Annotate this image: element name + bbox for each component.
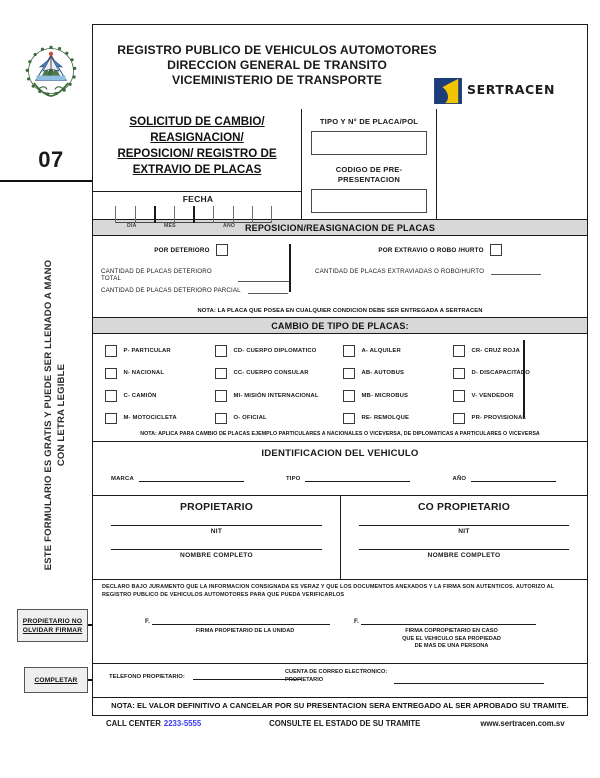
correo-label	[285, 669, 387, 684]
section-bar-cambio: CAMBIO DE TIPO DE PLACAS:	[93, 317, 587, 334]
firma-copropietario-input[interactable]	[361, 624, 536, 625]
vehiculo-fields-row	[111, 476, 571, 482]
propietario-nombre-input[interactable]	[111, 549, 322, 550]
firma-copropietario-caption-line-1: FIRMA COPROPIETARIO EN CASO	[405, 628, 498, 634]
cantidad-extraviadas-row[interactable]	[315, 268, 587, 275]
correo-input[interactable]	[394, 683, 544, 684]
firma-propietario-caption: FIRMA PROPIETARIO DE LA UNIDAD	[195, 628, 295, 634]
checkbox-cc-cuerpo-consular[interactable]	[215, 368, 227, 380]
callout-completar: COMPLETAR	[24, 667, 88, 693]
codigo-pre-label-line-2: PRESENTACION	[337, 175, 401, 184]
option-re-remolque[interactable]	[343, 413, 453, 425]
checkbox-c-camion[interactable]	[105, 390, 117, 402]
checkbox-d-discapacitado[interactable]	[453, 368, 465, 380]
option-ab-autobus[interactable]	[343, 368, 453, 380]
checkbox-n-nacional[interactable]	[105, 368, 117, 380]
label-p-particular: P- PARTICULAR	[123, 347, 171, 354]
propietario-column	[93, 496, 340, 579]
option-cd-cuerpo-diplomatico[interactable]	[215, 345, 343, 357]
identificacion-vehiculo-section	[93, 441, 587, 495]
cambio-placas-section	[93, 334, 587, 441]
checkbox-m-motocicleta[interactable]	[105, 413, 117, 425]
option-mb-microbus[interactable]	[343, 390, 453, 402]
tipo-placa-label: TIPO Y N° DE PLACA/POL	[319, 117, 419, 126]
reposicion-divider	[289, 244, 291, 292]
option-mi-mision-internacional[interactable]	[215, 390, 343, 402]
copropietario-nit-block[interactable]	[359, 525, 569, 535]
fecha-sublabels	[115, 223, 272, 232]
nota-placa: NOTA: LA PLACA QUE POSEA EN CUALQUIER CONDICION DEBE SER ENTREGADA A SERTRACEN	[197, 308, 483, 314]
footer	[92, 719, 588, 728]
left-gutter	[0, 0, 92, 740]
checkbox-v-vendedor[interactable]	[453, 390, 465, 402]
checkbox-cr-cruz-roja[interactable]	[453, 345, 465, 357]
label-c-camion: C- CAMIÓN	[123, 392, 157, 399]
checkbox-o-oficial[interactable]	[215, 413, 227, 425]
fecha-sublabel-dia: DIA	[127, 223, 137, 229]
title-fecha-divider	[93, 191, 301, 192]
label-d-discapacitado: D- DISCAPACITADO	[471, 370, 530, 377]
form-body	[92, 24, 588, 716]
checkbox-pr-provisional[interactable]	[453, 413, 465, 425]
checkbox-cd-cuerpo-diplomatico[interactable]	[215, 345, 227, 357]
cantidad-deterioro-parcial-row[interactable]	[101, 287, 289, 294]
codigo-pre-input[interactable]	[311, 189, 427, 213]
option-a-alquiler[interactable]	[343, 345, 453, 357]
plate-fields-block	[301, 109, 436, 219]
declaracion-text: DECLARO BAJO JURAMENTO QUE LA INFORMACION CONSIGNADA ES VERAZ Y QUE LOS DOCUMENTOS ANEXADOS Y LA FIRMA SON AUTENTICOS. AUTORIZO AL REGISTRO PUBLICO DE VEHICULOS AUTOMOTORES PARA QUE PUEDA VERIFICARLOS	[102, 584, 555, 598]
checkbox-mb-microbus[interactable]	[343, 390, 355, 402]
cantidad-extraviadas-input[interactable]	[491, 274, 541, 275]
option-o-oficial[interactable]	[215, 413, 343, 425]
nota-cambio: NOTA: APLICA PARA CAMBIO DE PLACAS EJEMPLO PARTICULARES A NACIONALES O VICEVERSA, DE DIPLOMATICAS A PARTICULARES O VICEVERSA	[140, 431, 540, 437]
identificacion-vehiculo-title: IDENTIFICACION DEL VEHICULO	[261, 448, 419, 459]
option-n-nacional[interactable]	[105, 368, 215, 380]
por-deterioro-label: POR DETERIORO	[154, 246, 210, 254]
telefono-row[interactable]	[109, 674, 301, 680]
ano-label: AÑO	[452, 476, 467, 482]
page-title	[107, 43, 447, 88]
copropietario-column	[340, 496, 587, 579]
telefono-label: TELEFONO PROPIETARIO:	[109, 674, 185, 680]
marca-input[interactable]	[139, 481, 244, 482]
vertical-notice: ESTE FORMULARIO ES GRATIS Y PUEDE SER LLENADO A MANO CON LETRA LEGIBLE	[43, 259, 67, 571]
cantidad-deterioro-total-row[interactable]	[101, 268, 289, 282]
por-deterioro-checkbox[interactable]	[216, 244, 228, 256]
por-extravio-label: POR EXTRAVIO O ROBO /HURTO	[378, 246, 484, 254]
tipo-label: TIPO	[285, 476, 301, 482]
firma-copropietario-caption-line-3: DE MAS DE UNA PERSONA	[414, 643, 489, 649]
propietario-nit-label: NIT	[210, 528, 223, 535]
copropietario-nombre-input[interactable]	[359, 549, 569, 550]
sertracen-logo-icon	[434, 78, 462, 104]
por-extravio-checkbox[interactable]	[490, 244, 502, 256]
copropietario-nombre-label: NOMBRE COMPLETO	[427, 552, 501, 559]
correo-label-line-1: CUENTA DE CORREO ELECTRONICO:	[285, 669, 388, 675]
propietario-nombre-block[interactable]	[111, 549, 322, 559]
correo-row[interactable]	[285, 669, 544, 684]
fecha-input-grid[interactable]	[115, 206, 272, 223]
cantidad-deterioro-total-label: CANTIDAD DE PLACAS DETERIORO TOTAL	[101, 268, 212, 282]
propietarios-section	[93, 495, 587, 579]
solicitud-title-line-4: EXTRAVIO DE PLACAS	[132, 163, 262, 176]
firma-propietario-input[interactable]	[152, 624, 330, 625]
el-salvador-coat-of-arms-icon	[18, 38, 84, 104]
solicitud-title-line-3: REPOSICION/ REGISTRO DE	[117, 147, 277, 160]
form-header	[93, 25, 587, 109]
declaracion-section	[93, 579, 587, 663]
option-v-vendedor[interactable]	[453, 390, 573, 402]
label-n-nacional: N- NACIONAL	[123, 370, 165, 377]
label-v-vendedor: V- VENDEDOR	[471, 392, 514, 399]
option-p-particular[interactable]	[105, 345, 215, 357]
label-mb-microbus: MB- MICROBUS	[361, 392, 409, 399]
header-line-3: VICEMINISTERIO DE TRANSPORTE	[171, 73, 382, 87]
form-number: 07	[38, 147, 64, 172]
copropietario-title: CO PROPIETARIO	[417, 502, 511, 513]
por-extravio-row[interactable]	[293, 244, 587, 256]
fecha-block	[105, 194, 291, 232]
copropietario-nombre-block[interactable]	[359, 549, 569, 559]
label-m-motocicleta: M- MOTOCICLETA	[123, 415, 177, 422]
tipo-input[interactable]	[305, 481, 410, 482]
copropietario-nit-input[interactable]	[359, 525, 569, 526]
firmas-row	[93, 618, 587, 660]
firma-copropietario-caption-line-2: QUE EL VEHICULO SEA PROPIEDAD	[402, 635, 501, 642]
propietario-title: PROPIETARIO	[179, 502, 254, 513]
label-o-oficial: O- OFICIAL	[233, 415, 267, 422]
checkbox-ab-autobus[interactable]	[343, 368, 355, 380]
propietario-nit-input[interactable]	[111, 525, 322, 526]
option-d-discapacitado[interactable]	[453, 368, 573, 380]
propietario-nit-block[interactable]	[111, 525, 322, 535]
nota-final: NOTA: EL VALOR DEFINITIVO A CANCELAR POR SU PRESENTACION SERA ENTREGADO AL SER APROBADO SU TRAMITE.	[93, 697, 587, 713]
correo-label-line-2: PROPIETARIO	[285, 676, 324, 683]
solicitud-title-block	[93, 109, 301, 229]
firma-copropietario-prefix: F.	[354, 618, 359, 625]
label-cr-cruz-roja: CR- CRUZ ROJA	[471, 347, 520, 354]
checkbox-mi-mision-internacional[interactable]	[215, 390, 227, 402]
fecha-sublabel-ano: AÑO	[223, 223, 236, 229]
consulte-tramite-text: CONSULTE EL ESTADO DE SU TRAMITE	[269, 719, 421, 728]
label-a-alquiler: A- ALQUILER	[361, 347, 401, 354]
call-center-label: CALL CENTER	[106, 719, 161, 728]
label-pr-provisional: PR- PROVISIONAL	[471, 415, 527, 422]
fecha-label: FECHA	[182, 194, 214, 204]
option-c-camion[interactable]	[105, 390, 215, 402]
sertracen-logo-text: SERTRACEN	[467, 82, 556, 97]
header-line-1: REGISTRO PUBLICO DE VEHICULOS AUTOMOTORES	[117, 43, 437, 57]
option-cr-cruz-roja[interactable]	[453, 345, 573, 357]
option-cc-cuerpo-consular[interactable]	[215, 368, 343, 380]
checkbox-p-particular[interactable]	[105, 345, 117, 357]
checkbox-a-alquiler[interactable]	[343, 345, 355, 357]
label-mi-mision-internacional: MI- MISIÓN INTERNACIONAL	[233, 392, 319, 399]
solicitud-title	[101, 114, 293, 178]
label-cc-cuerpo-consular: CC- CUERPO CONSULAR	[233, 370, 309, 377]
codigo-pre-label-line-1: CODIGO DE PRE-	[335, 165, 403, 174]
reposicion-section	[93, 236, 587, 317]
cantidad-deterioro-total-input[interactable]	[238, 281, 289, 282]
firma-copropietario-block[interactable]	[354, 618, 549, 651]
solicitud-title-line-1: SOLICITUD DE CAMBIO/	[129, 115, 265, 128]
section-bar-reposicion: REPOSICION/REASIGNACION DE PLACAS	[93, 219, 587, 236]
copropietario-nit-label: NIT	[458, 528, 470, 535]
firma-propietario-prefix: F.	[145, 618, 150, 625]
option-pr-provisional[interactable]	[453, 413, 573, 425]
blank-right-panel	[436, 109, 587, 219]
tipo-placa-input[interactable]	[311, 131, 427, 155]
label-cd-cuerpo-diplomatico: CD- CUERPO DIPLOMATICO	[233, 347, 317, 354]
option-m-motocicleta[interactable]	[105, 413, 215, 425]
cantidad-deterioro-parcial-label: CANTIDAD DE PLACAS DETERIORO PARCIAL	[101, 287, 241, 294]
solicitud-title-line-2: REASIGNACION/	[150, 131, 244, 144]
firma-propietario-block[interactable]	[145, 618, 345, 636]
por-deterioro-row[interactable]	[93, 244, 289, 256]
marca-label: MARCA	[111, 476, 134, 482]
checkbox-re-remolque[interactable]	[343, 413, 355, 425]
website-link[interactable]: www.sertracen.com.sv	[480, 719, 565, 728]
label-ab-autobus: AB- AUTOBUS	[361, 370, 405, 377]
label-re-remolque: RE- REMOLQUE	[361, 415, 410, 422]
firma-copropietario-caption	[354, 628, 549, 651]
header-line-2: DIRECCION GENERAL DE TRANSITO	[167, 58, 387, 72]
ano-input[interactable]	[471, 481, 556, 482]
sertracen-logo	[434, 77, 580, 107]
gutter-divider	[0, 180, 92, 182]
contacto-section	[93, 663, 587, 697]
codigo-pre-label	[302, 165, 436, 185]
callout-propietario-firmar: PROPIETARIO NO OLVIDAR FIRMAR	[17, 609, 88, 642]
call-center-number[interactable]: 2233-5555	[163, 719, 202, 728]
fecha-sublabel-mes: MES	[164, 223, 176, 229]
cantidad-deterioro-parcial-input[interactable]	[248, 293, 288, 294]
propietario-nombre-label: NOMBRE COMPLETO	[180, 552, 253, 559]
cantidad-extraviadas-label: CANTIDAD DE PLACAS EXTRAVIADAS O ROBO/HURTO	[315, 268, 485, 275]
cambio-options-grid	[105, 345, 575, 424]
